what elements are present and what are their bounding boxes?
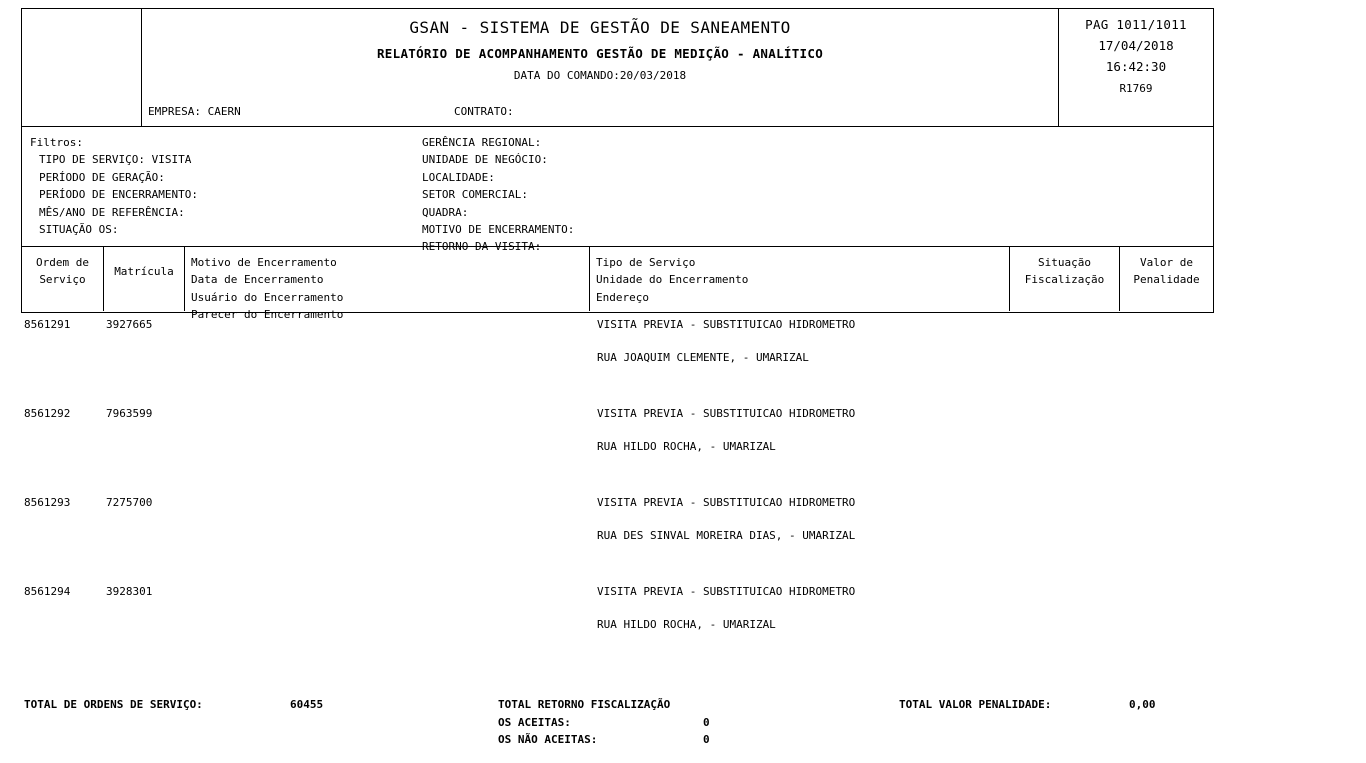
cell-endereco: RUA JOAQUIM CLEMENTE, - UMARIZAL — [597, 351, 809, 364]
column-header-motivo-line2: Data de Encerramento — [191, 273, 324, 287]
filter-unidade-negocio: UNIDADE DE NEGÓCIO: — [422, 153, 548, 167]
filter-gerencia-regional: GERÊNCIA REGIONAL: — [422, 136, 542, 149]
table-row — [0, 313, 1366, 402]
cell-matricula: 7963599 — [106, 407, 153, 420]
column-header-valor-line2: Penalidade — [1133, 273, 1200, 287]
column-header-ordem-servico-line2: Serviço — [39, 273, 86, 287]
cell-tipo-servico: VISITA PREVIA - SUBSTITUICAO HIDROMETRO — [597, 318, 856, 331]
total-ordens-label: TOTAL DE ORDENS DE SERVIÇO: — [24, 698, 203, 711]
filter-tipo-servico: TIPO DE SERVIÇO: VISITA — [39, 153, 192, 167]
column-header-tipo-line2: Unidade do Encerramento — [596, 273, 749, 287]
report-header — [21, 8, 1214, 127]
command-date: DATA DO COMANDO:20/03/2018 — [513, 69, 687, 82]
cell-tipo-servico: VISITA PREVIA - SUBSTITUICAO HIDROMETRO — [597, 585, 856, 598]
filter-periodo-encerramento: PERÍODO DE ENCERRAMENTO: — [39, 188, 198, 202]
column-header-tipo-line1: Tipo de Serviço — [596, 256, 696, 269]
total-os-aceitas-label: OS ACEITAS: — [498, 716, 571, 729]
report-date: 17/04/2018 — [1098, 38, 1174, 53]
column-header-matricula-label: Matrícula — [114, 265, 174, 278]
total-valor-penalidade-value: 0,00 — [1129, 698, 1156, 711]
cell-ordem-servico: 8561294 — [24, 585, 71, 598]
column-header-tipo-servico — [590, 247, 1010, 311]
filter-setor-comercial: SETOR COMERCIAL: — [422, 188, 528, 202]
table-row — [0, 491, 1366, 580]
cell-ordem-servico: 8561291 — [24, 318, 71, 331]
page-number: PAG 1011/1011 — [1085, 17, 1187, 32]
total-os-aceitas-value: 0 — [703, 716, 710, 729]
report-time: 16:42:30 — [1105, 59, 1167, 74]
column-header-situacao-line2: Fiscalização — [1024, 273, 1105, 287]
report-code: R1769 — [1119, 82, 1153, 95]
filter-situacao-os: SITUAÇÃO OS: — [39, 223, 119, 237]
column-header-matricula — [104, 247, 185, 311]
cell-ordem-servico: 8561292 — [24, 407, 71, 420]
filter-mes-ano-referencia: MÊS/ANO DE REFERÊNCIA: — [39, 205, 185, 219]
column-header-ordem-servico-line1: Ordem de — [36, 256, 89, 269]
cell-endereco: RUA DES SINVAL MOREIRA DIAS, - UMARIZAL — [597, 529, 856, 542]
column-header-motivo-line4: Parecer do Encerramento — [191, 308, 344, 322]
filter-periodo-geracao: PERÍODO DE GERAÇÃO: — [39, 170, 165, 184]
system-title: GSAN - SISTEMA DE GESTÃO DE SANEAMENTO — [409, 18, 791, 37]
filter-retorno-visita: RETORNO DA VISITA: — [422, 240, 542, 254]
column-header-situacao-fiscalizacao — [1010, 247, 1120, 311]
column-header-situacao-line1: Situação — [1038, 256, 1091, 269]
total-valor-penalidade-label: TOTAL VALOR PENALIDADE: — [899, 698, 1052, 711]
filter-localidade: LOCALIDADE: — [422, 170, 495, 184]
cell-ordem-servico: 8561293 — [24, 496, 71, 509]
cell-tipo-servico: VISITA PREVIA - SUBSTITUICAO HIDROMETRO — [597, 496, 856, 509]
cell-tipo-servico: VISITA PREVIA - SUBSTITUICAO HIDROMETRO — [597, 407, 856, 420]
filters-section — [21, 127, 1214, 254]
table-body — [0, 313, 1366, 669]
empresa-label: EMPRESA: CAERN — [148, 105, 241, 118]
column-header-motivo-line1: Motivo de Encerramento — [191, 256, 337, 269]
cell-endereco: RUA HILDO ROCHA, - UMARIZAL — [597, 440, 776, 453]
column-header-tipo-line3: Endereço — [596, 290, 649, 304]
column-header-ordem-servico — [22, 247, 104, 311]
total-retorno-title: TOTAL RETORNO FISCALIZAÇÃO — [498, 698, 671, 711]
column-header-motivo-line3: Usuário do Encerramento — [191, 290, 344, 304]
column-header-valor-penalidade — [1120, 247, 1213, 311]
cell-matricula: 3928301 — [106, 585, 153, 598]
header-right — [1058, 9, 1213, 126]
filters-title: Filtros: — [30, 136, 83, 149]
filters-left-column — [30, 134, 198, 238]
filter-motivo-encerramento: MOTIVO DE ENCERRAMENTO: — [422, 223, 575, 237]
cell-endereco: RUA HILDO ROCHA, - UMARIZAL — [597, 618, 776, 631]
table-row — [0, 580, 1366, 669]
report-title: RELATÓRIO DE ACOMPANHAMENTO GESTÃO DE MEDIÇÃO - ANALÍTICO — [376, 46, 824, 61]
total-ordens-value: 60455 — [290, 698, 324, 711]
table-column-headers — [21, 247, 1214, 322]
column-header-motivo — [185, 247, 590, 322]
filter-quadra: QUADRA: — [422, 205, 469, 219]
table-row — [0, 402, 1366, 491]
cell-matricula: 3927665 — [106, 318, 153, 331]
column-header-valor-line1: Valor de — [1140, 256, 1193, 269]
filters-right-column — [422, 134, 574, 256]
contrato-label: CONTRATO: — [454, 105, 514, 118]
logo-cell — [22, 9, 142, 126]
header-center — [142, 9, 1058, 126]
cell-matricula: 7275700 — [106, 496, 153, 509]
total-os-nao-aceitas-value: 0 — [703, 733, 710, 746]
total-os-nao-aceitas-label: OS NÃO ACEITAS: — [498, 733, 598, 746]
